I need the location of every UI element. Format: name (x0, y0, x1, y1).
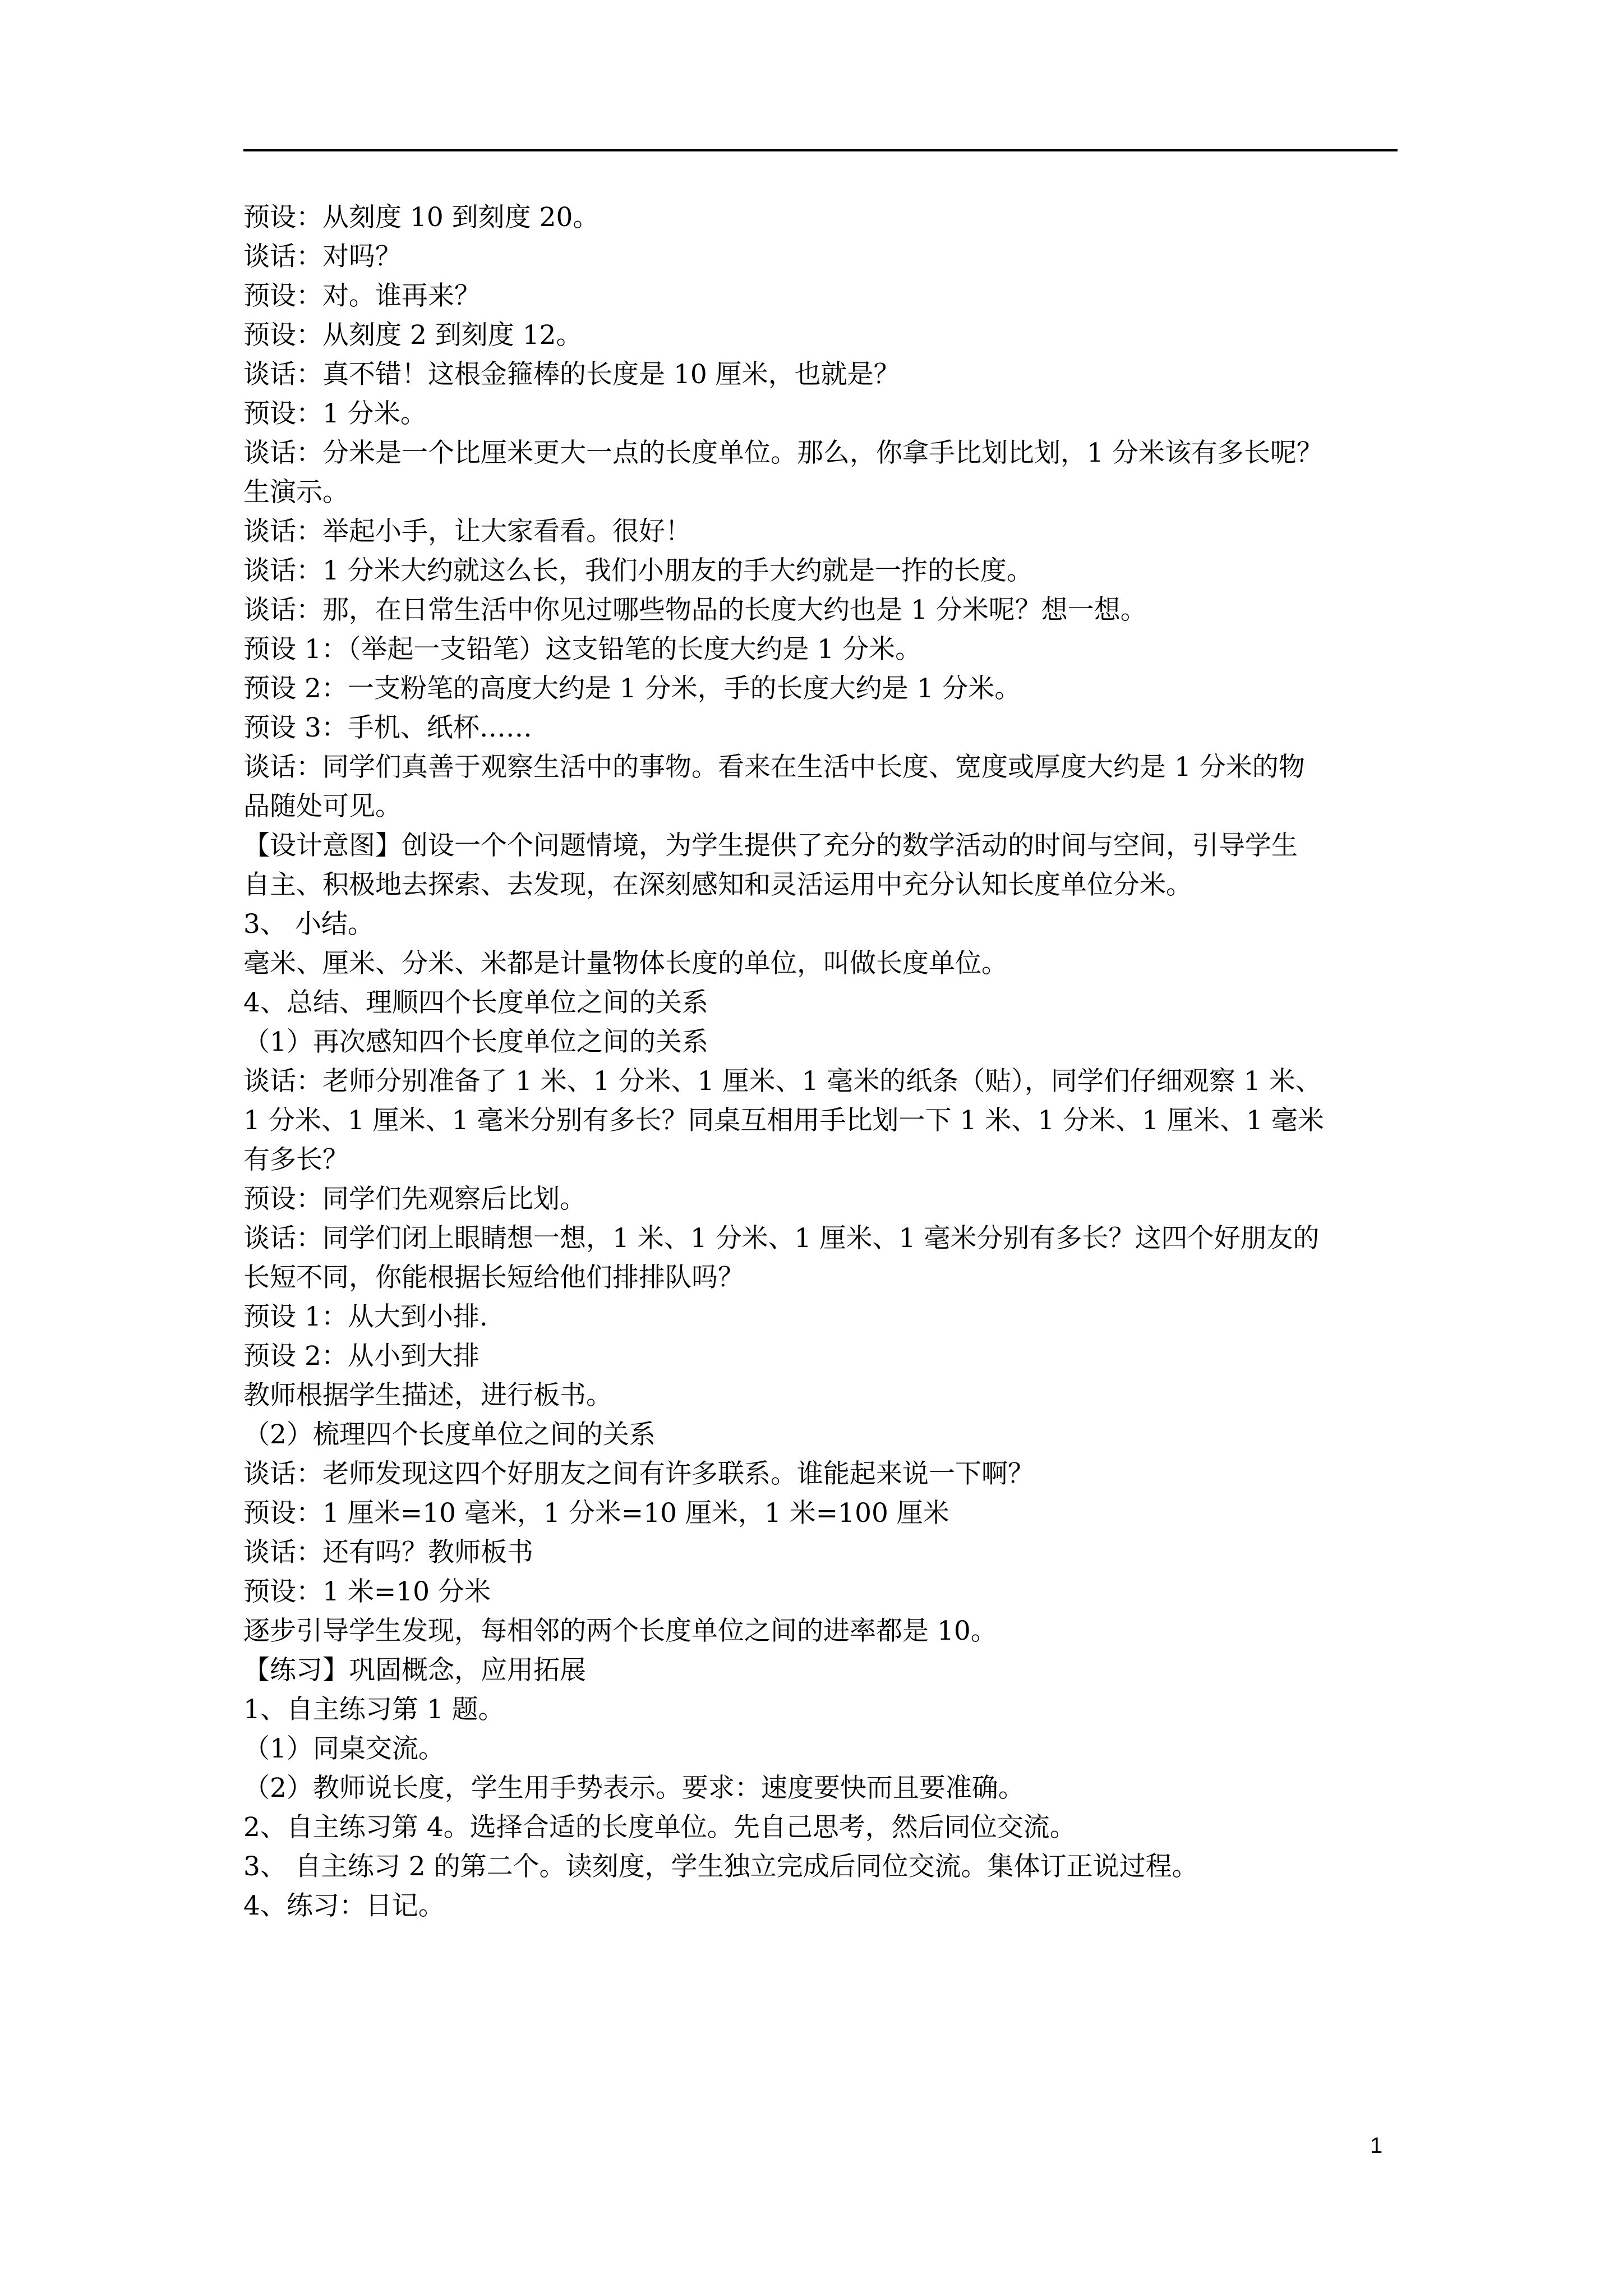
text-line: 1、自主练习第 1 题。 (243, 1694, 505, 1725)
text-line: 预设：1 厘米=10 毫米，1 分米=10 厘米，1 米=100 厘米 (243, 1498, 949, 1529)
text-line: 逐步引导学生发现，每相邻的两个长度单位之间的进率都是 10。 (243, 1616, 997, 1646)
text-line: （1）同桌交流。 (243, 1733, 445, 1764)
text-line: 预设 2：从小到大排 (243, 1341, 479, 1372)
text-line: 有多长？ (243, 1144, 349, 1175)
text-line: 3、 自主练习 2 的第二个。读刻度，学生独立完成后同位交流。集体订正说过程。 (243, 1851, 1198, 1882)
text-line: 2、自主练习第 4。选择合适的长度单位。先自己思考，然后同位交流。 (243, 1812, 1076, 1843)
document-body (243, 198, 1399, 1926)
text-line: 预设 1：从大到小排. (243, 1301, 488, 1332)
text-line: 1 分米、1 厘米、1 毫米分别有多长？同桌互相用手比划一下 1 米、1 分米、1 厘米、1 毫米 (243, 1105, 1324, 1136)
text-line: 4、总结、理顺四个长度单位之间的关系 (243, 987, 708, 1018)
text-line: 谈话：老师发现这四个好朋友之间有许多联系。谁能起来说一下啊？ (243, 1458, 1034, 1489)
text-line: 预设 3：手机、纸杯…… (243, 712, 532, 743)
text-line: 【设计意图】创设一个个问题情境，为学生提供了充分的数学活动的时间与空间，引导学生 (243, 830, 1298, 861)
header-rule (243, 149, 1398, 151)
text-line: 预设：1 分米。 (243, 398, 427, 429)
text-line: 长短不同，你能根据长短给他们排排队吗？ (243, 1262, 744, 1293)
text-line: 品随处可见。 (243, 791, 402, 822)
text-line: 谈话：举起小手，让大家看看。很好！ (243, 516, 691, 547)
text-line: 4、练习：日记。 (243, 1890, 445, 1921)
text-line: 毫米、厘米、分米、米都是计量物体长度的单位，叫做长度单位。 (243, 948, 1008, 979)
text-line: 预设：从刻度 2 到刻度 12。 (243, 320, 583, 351)
text-line: 预设：对。谁再来？ (243, 280, 481, 311)
text-line: （2）梳理四个长度单位之间的关系 (243, 1419, 656, 1450)
text-line: 预设：同学们先观察后比划。 (243, 1184, 586, 1214)
text-line: （1）再次感知四个长度单位之间的关系 (243, 1027, 708, 1057)
text-line: 谈话：同学们真善于观察生活中的事物。看来在生活中长度、宽度或厚度大约是 1 分米的物 (243, 752, 1305, 783)
text-line: 预设：1 米=10 分米 (243, 1576, 491, 1607)
text-line: 生演示。 (243, 477, 349, 508)
text-line: 3、 小结。 (243, 909, 374, 940)
text-line: （2）教师说长度，学生用手势表示。要求：速度要快而且要准确。 (243, 1773, 1025, 1803)
text-line: 预设 1：（举起一支铅笔）这支铅笔的长度大约是 1 分米。 (243, 634, 922, 665)
text-line: 自主、积极地去探索、去发现，在深刻感知和灵活运用中充分认知长度单位分米。 (243, 869, 1192, 900)
text-line: 教师根据学生描述，进行板书。 (243, 1380, 612, 1411)
text-line: 谈话：对吗？ (243, 241, 402, 272)
text-line: 谈话：那，在日常生活中你见过哪些物品的长度大约也是 1 分米呢？想一想。 (243, 595, 1147, 625)
text-line: 预设 2：一支粉笔的高度大约是 1 分米，手的长度大约是 1 分米。 (243, 673, 1021, 704)
text-line: 预设：从刻度 10 到刻度 20。 (243, 202, 600, 233)
text-line: 谈话：真不错！这根金箍棒的长度是 10 厘米，也就是？ (243, 359, 900, 390)
text-line: 谈话：老师分别准备了 1 米、1 分米、1 厘米、1 毫米的纸条（贴），同学们仔细观察 1 米、 (243, 1066, 1322, 1097)
page-number: 1 (1370, 2133, 1383, 2158)
text-line: 【练习】巩固概念，应用拓展 (243, 1655, 586, 1686)
text-line: 谈话：1 分米大约就这么长，我们小朋友的手大约就是一拃的长度。 (243, 555, 1033, 586)
text-line: 谈话：同学们闭上眼睛想一想，1 米、1 分米、1 厘米、1 毫米分别有多长？这四个好朋友的 (243, 1223, 1320, 1254)
text-line: 谈话：还有吗？教师板书 (243, 1537, 533, 1568)
text-line: 谈话：分米是一个比厘米更大一点的长度单位。那么，你拿手比划比划，1 分米该有多长呢？ (243, 438, 1323, 468)
